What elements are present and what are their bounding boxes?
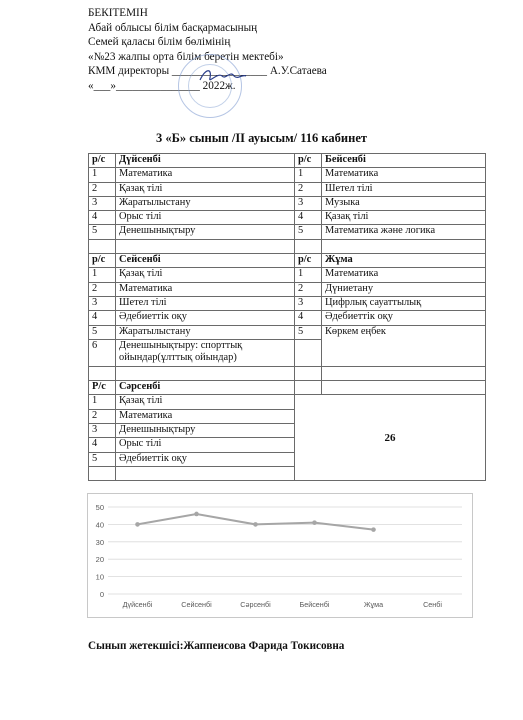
subject-cell: Шетел тілі bbox=[322, 182, 486, 196]
col-number-header: р/с bbox=[295, 254, 322, 268]
day-header-wednesday: Сәрсенбі bbox=[116, 381, 295, 395]
subject-cell: Жаратылыстану bbox=[116, 196, 295, 210]
row-number: 3 bbox=[89, 296, 116, 310]
day-header-monday: Дүйсенбі bbox=[116, 154, 295, 168]
spacer-row bbox=[89, 239, 486, 253]
row-number: 2 bbox=[89, 282, 116, 296]
subject-cell: Математика bbox=[116, 409, 295, 423]
table-row bbox=[89, 296, 486, 310]
table-row bbox=[89, 325, 486, 339]
table-row bbox=[89, 311, 486, 325]
total-lessons: 26 bbox=[295, 395, 486, 481]
data-point bbox=[253, 522, 258, 527]
day-header-thursday: Бейсенбі bbox=[322, 154, 486, 168]
data-point bbox=[312, 520, 317, 525]
approval-org-line: Абай облысы білім басқармасының bbox=[88, 21, 258, 34]
row-number: 4 bbox=[295, 311, 322, 325]
y-tick-label: 50 bbox=[95, 503, 104, 512]
approval-school-line: «№23 жалпы орта білім беретін мектебі» bbox=[88, 50, 284, 63]
col-number-header: р/с bbox=[89, 254, 116, 268]
director-signature bbox=[196, 64, 248, 88]
x-tick-label: Жұма bbox=[363, 600, 384, 609]
table-row bbox=[89, 182, 486, 196]
subject-cell: Шетел тілі bbox=[116, 296, 295, 310]
row-number: 5 bbox=[295, 225, 322, 239]
subject-cell: Әдебиеттік оқу bbox=[116, 452, 295, 466]
row-number: 3 bbox=[295, 196, 322, 210]
subject-cell: Дүниетану bbox=[322, 282, 486, 296]
data-point bbox=[194, 512, 199, 517]
subject-cell: Математика bbox=[116, 168, 295, 182]
row-number: 1 bbox=[89, 268, 116, 282]
row-number: 4 bbox=[89, 438, 116, 452]
chart-svg bbox=[88, 494, 472, 617]
subject-cell: Жаратылыстану bbox=[116, 325, 295, 339]
subject-cell: Цифрлық сауаттылық bbox=[322, 296, 486, 310]
table-header-row bbox=[89, 381, 486, 395]
subject-cell: Математика bbox=[322, 168, 486, 182]
row-number: 5 bbox=[89, 225, 116, 239]
day-header-tuesday: Сейсенбі bbox=[116, 254, 295, 268]
x-tick-label: Сенбі bbox=[423, 600, 442, 609]
table-row bbox=[89, 225, 486, 239]
subject-cell: Қазақ тілі bbox=[116, 395, 295, 409]
approval-director-line: КММ директоры _________________ А.У.Сатаева bbox=[88, 65, 327, 78]
row-number: 4 bbox=[89, 311, 116, 325]
subject-cell: Қазақ тілі bbox=[116, 268, 295, 282]
approval-dept-line: Семей қаласы білім бөлімінің bbox=[88, 36, 231, 49]
row-number: 3 bbox=[89, 424, 116, 438]
subject-cell: Қазақ тілі bbox=[116, 182, 295, 196]
row-number: 1 bbox=[89, 168, 116, 182]
spacer-row bbox=[89, 366, 486, 380]
row-number: 2 bbox=[89, 409, 116, 423]
row-number: 2 bbox=[89, 182, 116, 196]
subject-cell: Музыка bbox=[322, 196, 486, 210]
data-point bbox=[371, 527, 376, 532]
x-tick-label: Сәрсенбі bbox=[240, 600, 271, 609]
subject-cell: Орыс тілі bbox=[116, 438, 295, 452]
table-row bbox=[89, 168, 486, 182]
page-title: 3 «Б» сынып /ІІ ауысым/ 116 кабинет bbox=[155, 131, 368, 145]
class-teacher-line: Сынып жетекшісі:Жаппеисова Фарида Токисовна bbox=[88, 640, 345, 652]
table-row bbox=[89, 268, 486, 282]
subject-cell: Денешынықтыру bbox=[116, 225, 295, 239]
row-number: 5 bbox=[295, 325, 322, 339]
subject-cell: Математика және логика bbox=[322, 225, 486, 239]
row-number: 2 bbox=[295, 282, 322, 296]
row-number: 1 bbox=[295, 268, 322, 282]
table-header-row bbox=[89, 154, 486, 168]
table-row bbox=[89, 211, 486, 225]
table-row bbox=[89, 395, 486, 409]
empty-cell bbox=[322, 381, 486, 395]
timetable bbox=[88, 153, 486, 481]
row-number: 2 bbox=[295, 182, 322, 196]
subject-cell: Әдебиеттік оқу bbox=[116, 311, 295, 325]
x-tick-label: Бейсенбі bbox=[299, 600, 330, 609]
weekly-load-chart bbox=[87, 493, 473, 618]
row-number: 1 bbox=[89, 395, 116, 409]
col-number-header: р/с bbox=[89, 154, 116, 168]
table-header-row bbox=[89, 254, 486, 268]
approval-heading: БЕКІТЕМІН bbox=[88, 7, 148, 19]
empty-cell bbox=[295, 381, 322, 395]
subject-cell: Математика bbox=[322, 268, 486, 282]
row-number: 5 bbox=[89, 325, 116, 339]
y-tick-label: 20 bbox=[95, 555, 104, 565]
subject-cell: Қазақ тілі bbox=[322, 211, 486, 225]
y-tick-label: 30 bbox=[95, 537, 104, 547]
y-tick-label: 40 bbox=[95, 520, 104, 530]
approval-date-line: «___»_______________ 2022ж. bbox=[88, 79, 236, 92]
table-row bbox=[89, 282, 486, 296]
subject-cell: Әдебиеттік оқу bbox=[322, 311, 486, 325]
row-number: 3 bbox=[295, 296, 322, 310]
col-number-header: Р/с bbox=[89, 381, 116, 395]
subject-cell: Математика bbox=[116, 282, 295, 296]
row-number: 1 bbox=[295, 168, 322, 182]
subject-cell: Орыс тілі bbox=[116, 211, 295, 225]
row-number: 4 bbox=[89, 211, 116, 225]
row-number: 6 bbox=[89, 339, 116, 366]
col-number-header: р/с bbox=[295, 154, 322, 168]
series-line bbox=[138, 514, 374, 530]
x-tick-label: Сейсенбі bbox=[181, 600, 212, 609]
y-tick-label: 0 bbox=[99, 590, 104, 599]
row-number: 3 bbox=[89, 196, 116, 210]
x-tick-label: Дүйсенбі bbox=[122, 600, 153, 609]
y-tick-label: 10 bbox=[95, 572, 104, 582]
table-row bbox=[89, 196, 486, 210]
subject-cell: Денешынықтыру bbox=[116, 424, 295, 438]
data-point bbox=[135, 522, 140, 527]
day-header-friday: Жұма bbox=[322, 254, 486, 268]
row-number: 5 bbox=[89, 452, 116, 466]
subject-cell: Көркем еңбек bbox=[322, 325, 486, 366]
row-number: 4 bbox=[295, 211, 322, 225]
subject-cell: Денешынықтыру: спорттық ойындар(ұлттық ойындар) bbox=[116, 339, 295, 366]
